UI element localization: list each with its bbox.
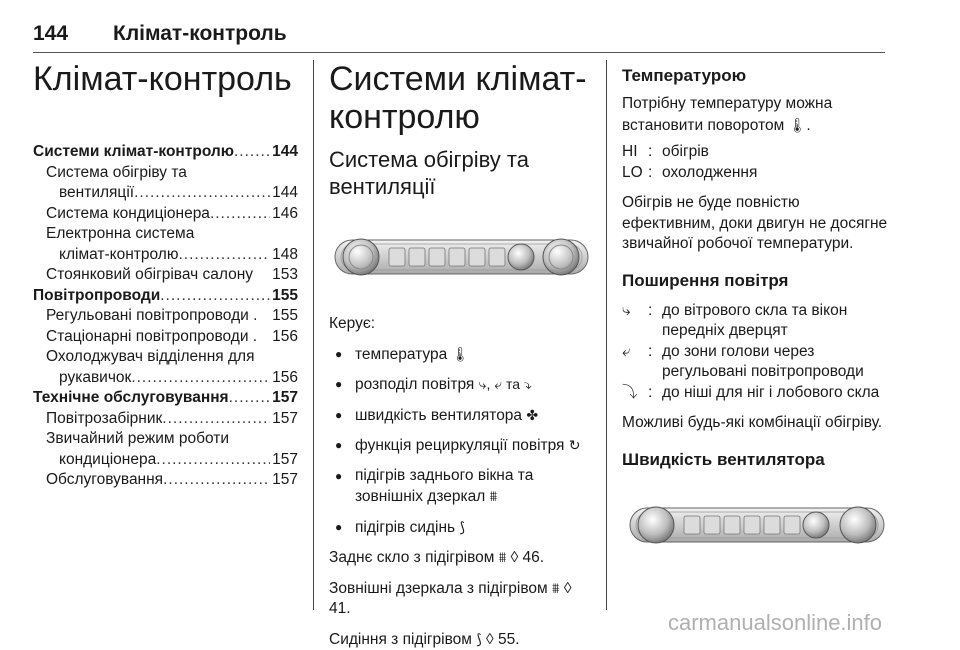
column-divider bbox=[606, 60, 607, 610]
toc-entry[interactable]: Стоянковий обігрівач салону 153 bbox=[33, 265, 298, 286]
recirculation-icon: ↻ bbox=[569, 435, 581, 456]
cross-reference: Сидіння з підігрівом ⟆ ◊ 55. bbox=[329, 629, 594, 650]
toc-entry[interactable]: Регульовані повітропроводи . 155 bbox=[33, 306, 298, 327]
thermometer-icon: 🌡 bbox=[452, 344, 470, 365]
toc-entry[interactable]: Системи клімат-контролю ..... 144 bbox=[33, 142, 298, 163]
fan-speed-heading: Швидкість вентилятора bbox=[622, 450, 892, 470]
rear-defrost-icon: ⩩ bbox=[490, 486, 497, 507]
air-distribution-definitions bbox=[622, 301, 892, 404]
watermark: carmanualsonline.info bbox=[668, 610, 882, 636]
list-item: ● функція рециркуляції повітря ↻ bbox=[329, 435, 594, 457]
toc-page-number: 146 bbox=[270, 204, 298, 225]
definition-row: ⤶ : до зони голови через регульовані повітропроводи bbox=[622, 342, 892, 383]
toc-page-number: 148 bbox=[270, 245, 298, 266]
header-title: Клімат-контроль bbox=[113, 22, 287, 46]
toc-entry[interactable]: Система кондиціонера ..... 146 bbox=[33, 204, 298, 225]
list-item: ● розподіл повітря ⤷, ⤶ та ⤵ bbox=[329, 374, 594, 396]
toc-page-number: 144 bbox=[270, 142, 298, 163]
fan-speed-panel-image bbox=[622, 490, 892, 560]
subsection-title: Система обігріву та вентиляції bbox=[329, 146, 594, 200]
toc-entry[interactable]: Повітрозабірник ..... 157 bbox=[33, 409, 298, 430]
toc-page-number: 156 bbox=[270, 368, 298, 389]
chapter-title: Клімат-контроль bbox=[33, 60, 298, 98]
toc-page-number: 157 bbox=[270, 388, 298, 409]
section-title: Системи клімат- контролю bbox=[329, 60, 594, 136]
toc-entry[interactable]: Система обігріву та bbox=[33, 163, 298, 184]
toc-entry[interactable]: вентиляції ..... 144 bbox=[33, 183, 298, 204]
page-number: 144 bbox=[33, 22, 68, 46]
toc-entry[interactable]: Технічне обслуговування ..... 157 bbox=[33, 388, 298, 409]
temperature-text: Потрібну температуру можна встановити поворотом 🌡. bbox=[622, 94, 892, 136]
definition-row: LO : охолодження bbox=[622, 163, 892, 184]
seat-heating-icon: ⟆ bbox=[459, 517, 464, 538]
column-divider bbox=[313, 60, 314, 610]
toc-page-number: 144 bbox=[270, 183, 298, 204]
heating-note: Обігрів не буде повністю ефективним, доки двигун не досягне звичайної робочої температури. bbox=[622, 193, 892, 255]
definition-row: HI : обігрів bbox=[622, 142, 892, 163]
toc-entry[interactable]: рукавичок ..... 156 bbox=[33, 368, 298, 389]
list-item: ● швидкість вентилятора ✤ bbox=[329, 405, 594, 427]
page-reference-link[interactable]: ◊ 55. bbox=[486, 631, 520, 648]
cross-reference: Зовнішні дзеркала з підігрівом ⩩ ◊ 41. bbox=[329, 578, 594, 620]
fan-icon: ✤ bbox=[526, 405, 538, 426]
toc-page-number: 157 bbox=[270, 470, 298, 491]
controls-label: Керує: bbox=[329, 314, 594, 335]
air-distribution-icon: ⤶ bbox=[622, 342, 648, 383]
toc-entry[interactable]: Охолоджувач відділення для bbox=[33, 347, 298, 368]
page-reference-link[interactable]: ◊ 46. bbox=[511, 549, 545, 566]
toc-entry[interactable]: Електронна система bbox=[33, 224, 298, 245]
toc-entry[interactable]: Звичайний режим роботи bbox=[33, 429, 298, 450]
page-header bbox=[33, 22, 885, 53]
toc-entry[interactable]: Стаціонарні повітропроводи . 156 bbox=[33, 327, 298, 348]
toc-entry[interactable]: Повітропроводи ..... 155 bbox=[33, 286, 298, 307]
cross-reference-notes bbox=[329, 547, 594, 650]
toc-column bbox=[33, 60, 298, 491]
toc-entry[interactable]: Обслуговування ..... 157 bbox=[33, 470, 298, 491]
combination-note: Можливі будь-які комбінації обігріву. bbox=[622, 413, 892, 434]
temperature-definitions bbox=[622, 142, 892, 183]
toc-page-number: 155 bbox=[270, 286, 298, 307]
cross-reference: Заднє скло з підігрівом ⩩ ◊ 46. bbox=[329, 547, 594, 569]
content-column-2 bbox=[622, 60, 892, 560]
page-reference-link[interactable]: ◊ 41. bbox=[329, 580, 571, 618]
list-item: ● підігрів заднього вікна та зовнішніх дзеркал ⩩ bbox=[329, 466, 594, 508]
toc-entry[interactable]: кондиціонера ..... 157 bbox=[33, 450, 298, 471]
toc-page-number: 157 bbox=[270, 409, 298, 430]
definition-row: ⤷ : до вітрового скла та вікон передніх дверцят bbox=[622, 301, 892, 342]
list-item: ● підігрів сидінь ⟆ bbox=[329, 517, 594, 539]
content-column-1 bbox=[329, 60, 594, 650]
toc-page-number: 155 bbox=[270, 306, 298, 327]
toc-entry[interactable]: клімат-контролю ..... 148 bbox=[33, 245, 298, 266]
toc-page-number: 153 bbox=[270, 265, 298, 286]
toc-page-number: 156 bbox=[270, 327, 298, 348]
temperature-heading: Температурою bbox=[622, 66, 892, 86]
air-distribution-heading: Поширення повітря bbox=[622, 271, 892, 291]
definition-row: ⤵ : до ніші для ніг і лобового скла bbox=[622, 383, 892, 404]
table-of-contents bbox=[33, 142, 298, 491]
toc-page-number: 157 bbox=[270, 450, 298, 471]
air-distribution-icon: ⤷, ⤶ та ⤵ bbox=[479, 374, 532, 395]
climate-control-panel-image bbox=[329, 222, 594, 292]
list-item: ● температура 🌡 bbox=[329, 344, 594, 366]
controls-list bbox=[329, 344, 594, 539]
air-distribution-icon: ⤵ bbox=[622, 383, 648, 404]
air-distribution-icon: ⤷ bbox=[622, 301, 648, 342]
thermometer-icon: 🌡 bbox=[789, 115, 807, 136]
